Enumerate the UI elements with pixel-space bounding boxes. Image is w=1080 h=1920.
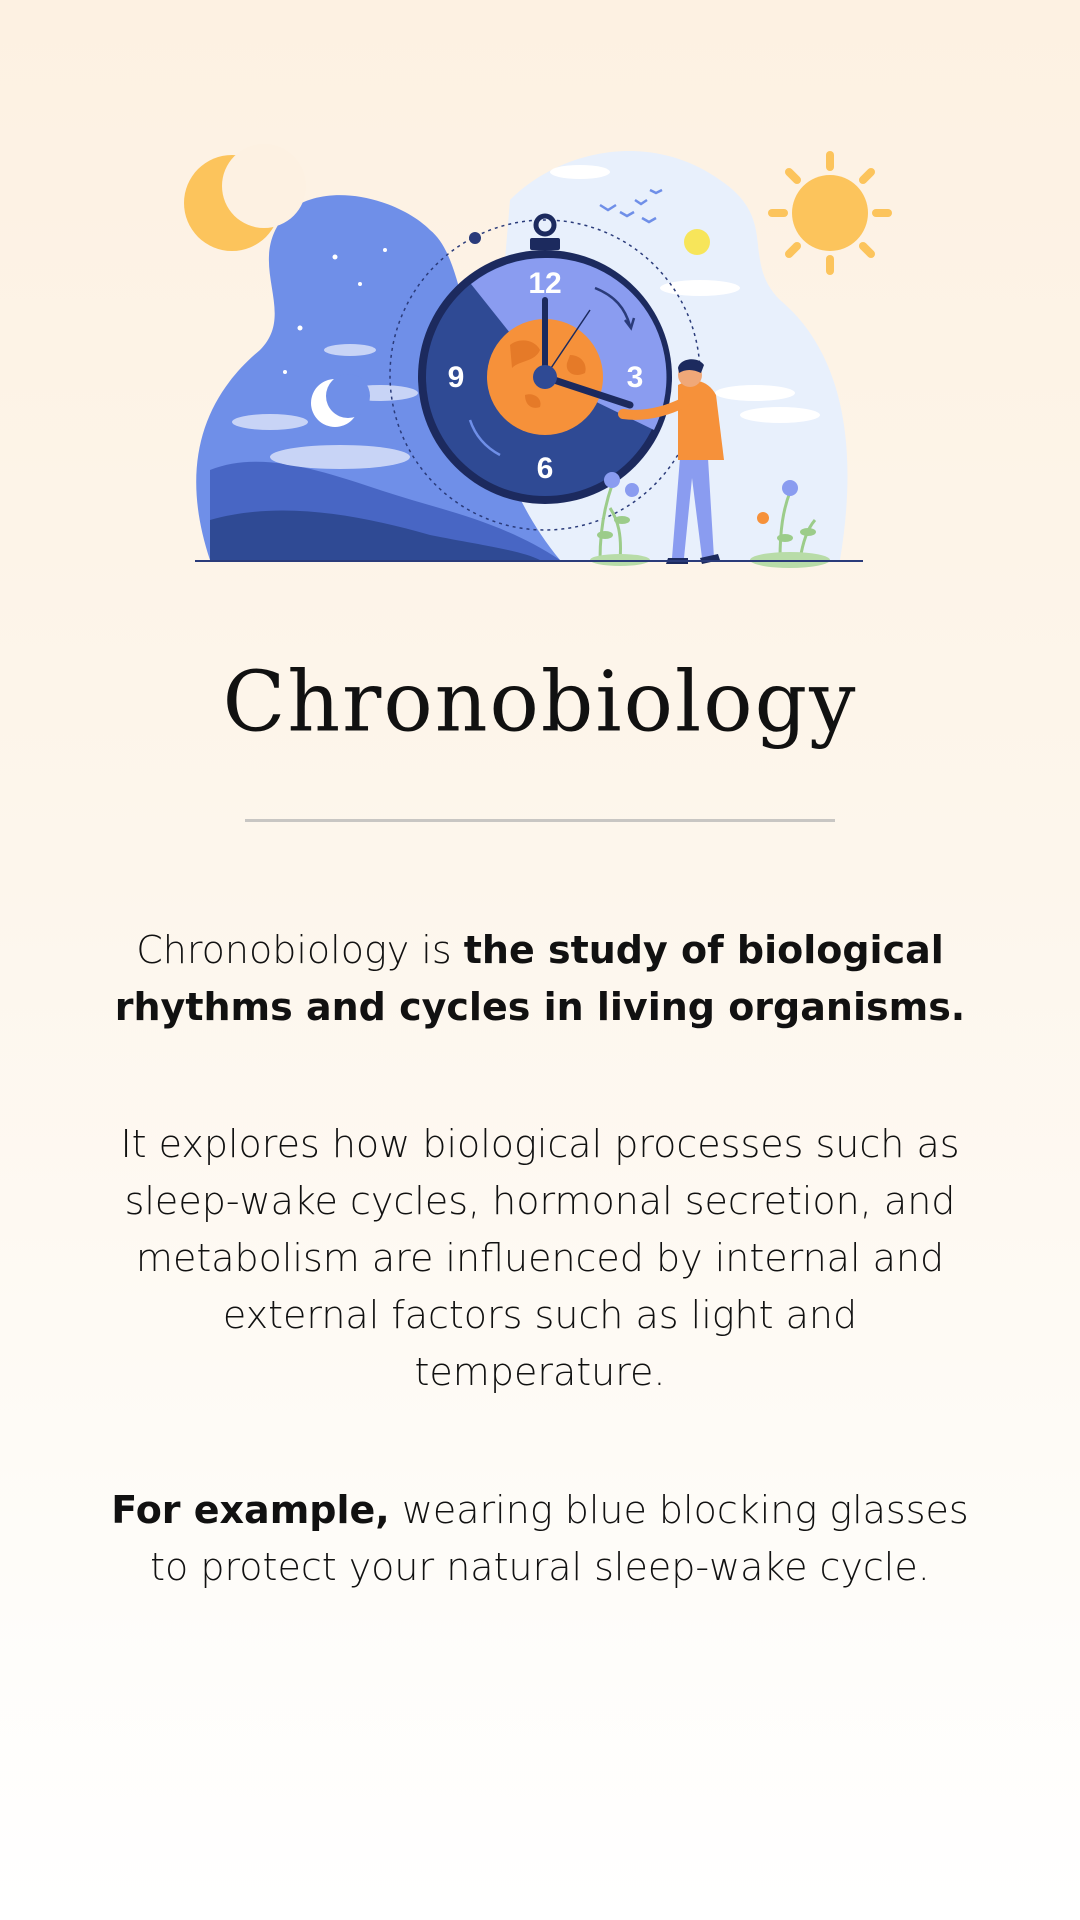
day-cloud (715, 385, 795, 401)
day-cloud (550, 165, 610, 179)
definition-bold: the study of biological rhythms and cycles in living organisms. (114, 928, 966, 1029)
star (383, 248, 387, 252)
chronobiology-illustration (180, 140, 900, 580)
clock-number-12: 12 (528, 267, 562, 300)
definition-paragraph (100, 922, 980, 1036)
definition-lead: Chronobiology is (136, 928, 464, 972)
example-paragraph (100, 1482, 980, 1596)
star (333, 255, 338, 260)
small-sun (684, 229, 710, 255)
sun-icon (772, 155, 888, 271)
day-cloud (740, 407, 820, 423)
night-cloud (270, 445, 410, 469)
star (358, 282, 362, 286)
example-text: wearing blue blocking glasses to protect your natural sleep-wake cycle. (150, 1488, 969, 1589)
example-lead: For example, (111, 1488, 390, 1532)
star (283, 370, 287, 374)
day-cloud (660, 280, 740, 296)
night-cloud (232, 414, 308, 430)
clock-number-9: 9 (447, 361, 465, 394)
page-title: Chronobiology (222, 654, 858, 751)
night-cloud (324, 344, 376, 356)
clock-number-6: 6 (536, 452, 554, 485)
clock-number-3: 3 (626, 361, 644, 394)
title-divider (245, 819, 835, 822)
explanation-paragraph: It explores how biological processes such as sleep-wake cycles, hormonal secretion, and metabolism are influenced by internal and external factors such as light and temperature. (120, 1122, 960, 1394)
star (298, 326, 303, 331)
